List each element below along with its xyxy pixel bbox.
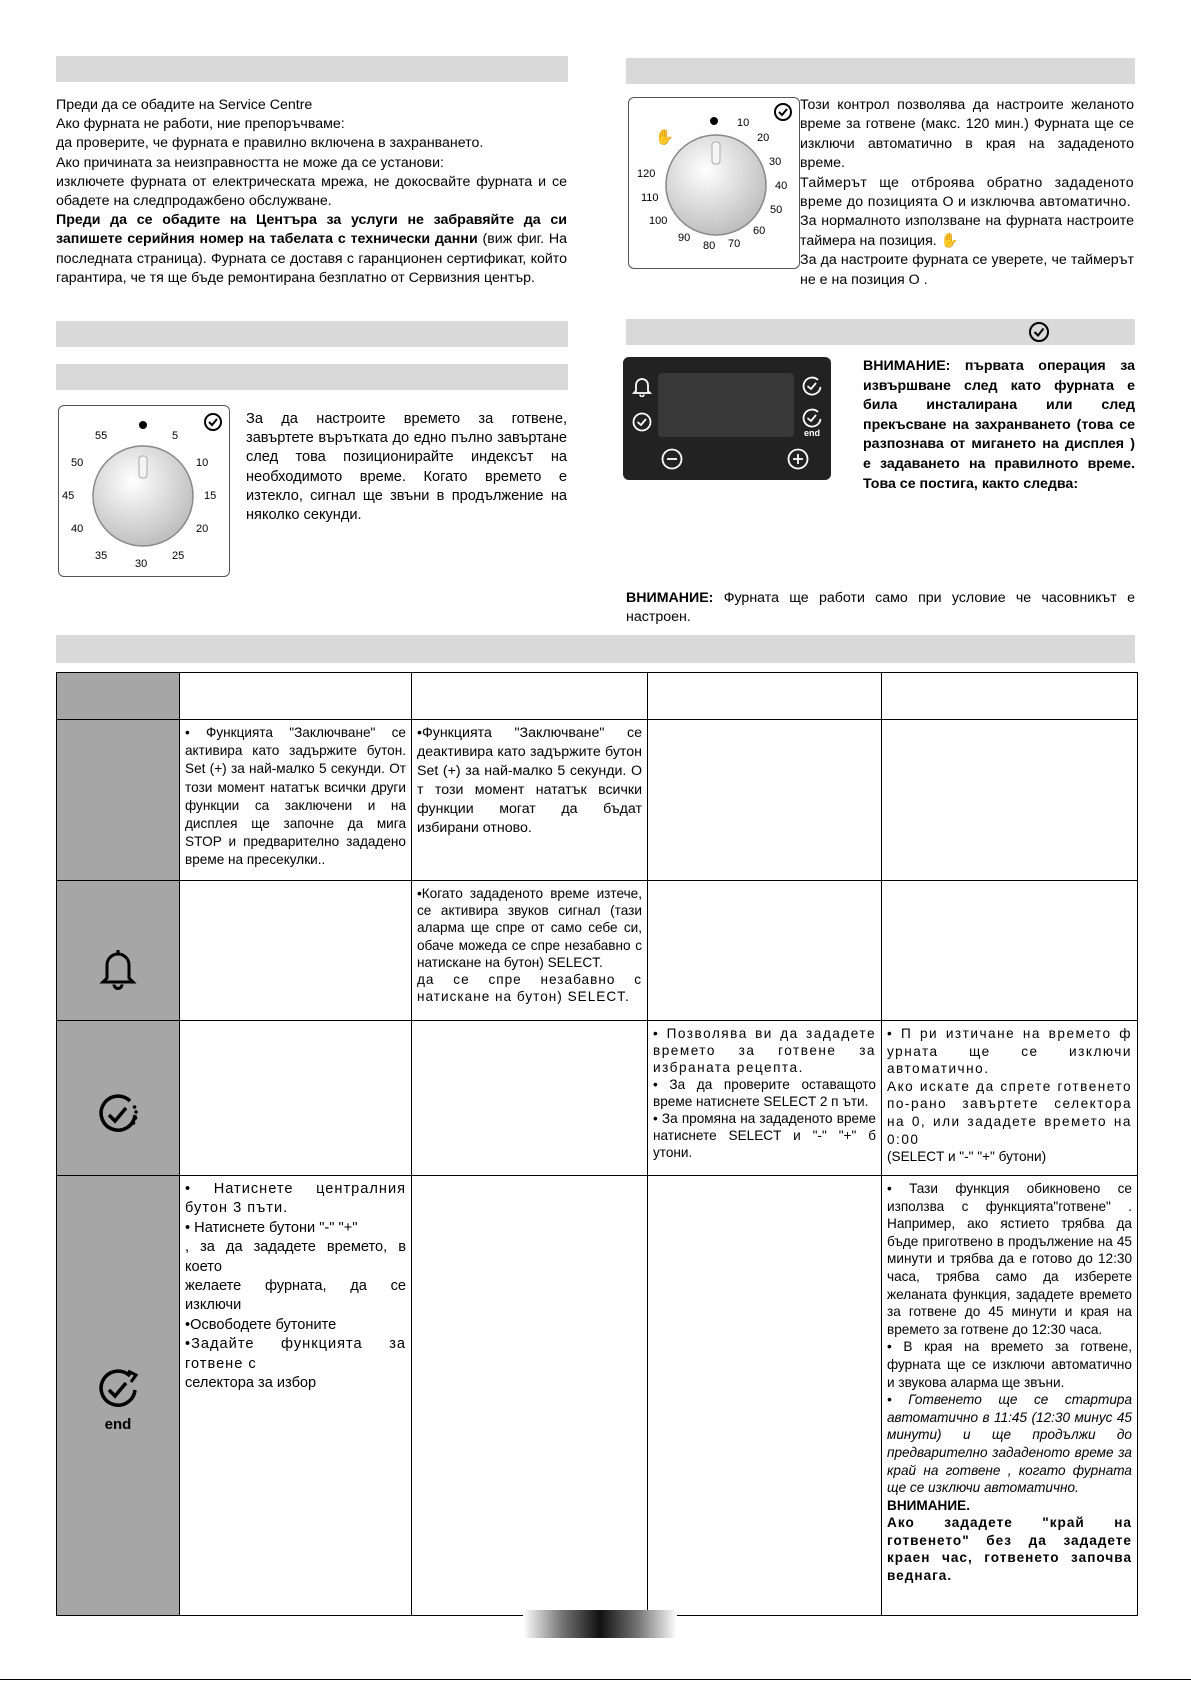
service-tail: (виж фиг. На последната страница). Фурната се доставя с гаранционен сертификат, който гарантира, че тя ще бъде ремонтирана безплатно от Сервизния център.: [56, 231, 567, 286]
table-cell: [882, 1021, 1138, 1176]
dial-label: 80: [703, 240, 716, 252]
clock-check-icon: [1028, 321, 1050, 343]
table-cell: [648, 1021, 882, 1176]
table-cell-para: •Освободете бутоните: [185, 1316, 337, 1333]
table-cell-para: , за да зададете времето, в което: [185, 1239, 406, 1275]
table-cell-para: Ако зададете "край на готвенето" без да зададете краен час, готвенето започва веднага.: [887, 1515, 1132, 1584]
service-bold-note: Преди да се обадите на Центъра за услуги не забравяйте да си запишете серийния номер на табелата с технически данни: [56, 212, 567, 248]
section-bar-timer-sub: [56, 364, 568, 390]
table-cell-para: да се спре незабавно с натискане на бутон) SELECT.: [417, 972, 642, 1005]
table-header-cell: [412, 673, 648, 720]
timer-120-para: Таймерът ще отброява обратно зададеното време до позицията О и изключва автоматично.: [800, 174, 1134, 211]
table-cell-para: • Готвенето ще се стартира автоматично в 11:45 (12:30 минус 45 минути) и ще продължи до предварително зададеното време за край на готвене , когато фурната ще се изключи автоматично.: [887, 1392, 1132, 1496]
timer-120-text: [800, 96, 1134, 290]
table-header-cell: [57, 673, 180, 720]
end-label: end: [104, 1416, 132, 1433]
timer-min-text: За да настроите времето за готвене, завъртете върътката до едно пълно завъртане след това позиционирайте индексът на необходимото време. Когато времето е изтекло, сигнал ще звъни в продължение на няколко секунди.: [246, 411, 567, 524]
table-cell: [882, 720, 1138, 881]
table-cell-para: • За да проверите оставащото време натиснете SELECT 2 п ъти.: [653, 1077, 876, 1109]
dial-label: 50: [770, 204, 783, 216]
section-bar-programmer: [626, 319, 1135, 345]
dial-label: 50: [71, 457, 84, 469]
table-cell-para: Ако искате да спрете готвенето по-рано завъртете селектора на 0, или зададете времето на 0:00: [887, 1078, 1132, 1147]
table-cell-para: • В края на времето за готвене, фурната ще се изключи автоматично и звукова аларма ще звъни.: [887, 1339, 1132, 1390]
service-line: Ако причината за неизправността не може да се установи:: [56, 154, 444, 171]
section-bar-timer: [56, 321, 568, 347]
table-cell: • Функцията "Заключване" се активира като задържите бутон. Set (+) за най-малко 5 секунди. От този момент нататък всички други функции са заключени и на дисплея ще започне да мига STOP и предварително зададено време на пресекулки..: [180, 720, 412, 881]
dial-label: 90: [678, 232, 691, 244]
table-cell-para: • Натиснете централния бутон 3 пъти.: [185, 1181, 406, 1217]
dial-label: 25: [172, 550, 185, 562]
section-bar-table: [56, 635, 1135, 663]
dial-label: 5: [172, 430, 179, 442]
programmer-note: [626, 589, 1135, 627]
timer-120-dial-figure: [628, 97, 800, 269]
dial-label: 30: [769, 156, 782, 168]
section-bar-service: [56, 56, 568, 82]
dial-label: 30: [135, 558, 148, 570]
table-cell: •Функцията "Заключване" се деактивира като задържите бутон Set (+) за най-малко 5 секунди. О т този момент нататък всички функции могат да бъдат избирани отново.: [412, 720, 648, 881]
service-line: да проверите, че фурната е правилно включена в захранването.: [56, 135, 484, 152]
table-cell: [648, 720, 882, 881]
table-cell-para: селектора за избор: [185, 1375, 317, 1392]
cooking-timer-icon: [95, 1092, 141, 1138]
dial-label: 70: [728, 238, 741, 250]
table-cell: [648, 1176, 882, 1616]
table-cell-para: • За промяна на зададеното време натиснете SELECT и "-" "+" б утони.: [653, 1111, 876, 1160]
footer-rule: [0, 1679, 1191, 1680]
service-line: Преди да се обадите на Service Centre: [56, 97, 313, 113]
programmer-warning: [626, 357, 1135, 505]
table-row: [57, 1176, 1138, 1616]
dial-label: 20: [196, 523, 209, 535]
dial-label: 10: [196, 457, 209, 469]
table-cell-para: • Тази функция обикновено се използва с функцията"готвене" . Например, ако ястието трябва да бъде приготвено в продължение на 45 минути и трябва да е готово до 12:30 часа, трябва само да изберете желаната функция, зададете времето за готвене до 45 минути и края на времето за готвене до 12:30 часа.: [887, 1181, 1132, 1337]
timer-120-para: За нормалното използване на фурната настроите таймера на позиция.: [800, 213, 1134, 249]
programmer-warning-text: ВНИМАНИЕ: първата операция за извършване след като фурната е била инсталирана или след прекъсване на захранването (това се разпознава от мигането на дисплея ) е задаването на правилното време. Това се постига, както следва:: [863, 358, 1135, 492]
table-cell: [180, 1021, 412, 1176]
table-cell-para: • Натиснете бутони "-" "+": [185, 1219, 358, 1236]
dial-label: 40: [71, 523, 84, 535]
table-cell-para: • Позволява ви да зададете времето за готвене за избраната рецепта.: [653, 1026, 876, 1075]
table-row: [57, 881, 1138, 1021]
section-bar-120min-timer: [626, 58, 1135, 84]
dial-label: 35: [95, 550, 108, 562]
table-cell-para: (SELECT и "-" "+" бутони): [887, 1149, 1047, 1165]
table-cell: [412, 1176, 648, 1616]
service-line: Ако фурната не работи, ние препоръчваме:: [56, 116, 345, 133]
table-cell: [882, 1176, 1138, 1616]
table-cell: [180, 881, 412, 1021]
dial-label: 55: [95, 430, 108, 442]
hand-icon: ✋: [940, 232, 959, 249]
programmer-note-label: ВНИМАНИЕ:: [626, 590, 714, 606]
table-icon-cell: [57, 881, 180, 1021]
table-row: [57, 720, 1138, 881]
table-cell-para: • П ри изтичане на времето ф урната ще се изключи автоматично.: [887, 1026, 1132, 1077]
dial-label: 20: [757, 132, 770, 144]
dial-label: 120: [637, 168, 656, 180]
timer-120-para: За да настроите фурната се уверете, че таймерът не е на позиция О .: [800, 252, 1134, 288]
page-number-tab: [523, 1610, 677, 1638]
table-cell: [882, 881, 1138, 1021]
table-icon-cell: [57, 720, 180, 881]
dial-label: 40: [775, 180, 788, 192]
table-cell-para: •Когато зададеното време изтече, се активира звуков сигнал (тази аларма ще спре от само себе си, обаче можеда се спре незабавно с натискане на бутон) SELECT.: [417, 886, 642, 970]
clock-check-icon: [203, 412, 223, 432]
table-icon-cell: [57, 1176, 180, 1616]
dial-label: 45: [62, 490, 75, 502]
table-row: [57, 1021, 1138, 1176]
programmer-note-text: Фурната ще работи само при условие че часовникът е настроен.: [626, 590, 1135, 625]
service-text: [56, 96, 567, 288]
clock-check-icon: [773, 102, 793, 122]
dial-label: 110: [641, 192, 659, 204]
dial-label: 60: [753, 225, 766, 237]
table-icon-cell: [57, 1021, 180, 1176]
table-cell: [648, 881, 882, 1021]
function-table: [56, 672, 1138, 1616]
timer-dial-figure: [58, 405, 230, 577]
table-header-cell: [180, 673, 412, 720]
table-header-cell: [882, 673, 1138, 720]
table-cell: [180, 1176, 412, 1616]
table-cell-para: желаете фурната, да се изключи: [185, 1278, 406, 1314]
table-cell: [412, 881, 648, 1021]
hand-icon: ✋: [655, 129, 674, 146]
dial-label: 10: [737, 117, 750, 129]
table-cell-para: •Задайте функцията за готвене с: [185, 1336, 406, 1372]
table-header-row: [57, 673, 1138, 720]
timer-120-para: Този контрол позволява да настроите желаното време за готвене (макс. 120 мин.) Фурната ще се изключи автоматично в края на зададеното време.: [800, 97, 1134, 172]
dial-label: 15: [204, 490, 217, 502]
table-cell: [412, 1021, 648, 1176]
dial-label: 100: [649, 215, 668, 227]
bell-icon: [98, 946, 138, 990]
service-line: изключете фурната от електрическата мрежа, не докосвайте фурната и се обадете на следпродажбено обслужване.: [56, 173, 567, 210]
table-cell-para: ВНИМАНИЕ.: [887, 1497, 970, 1513]
end-label: end: [804, 428, 821, 438]
table-header-cell: [648, 673, 882, 720]
